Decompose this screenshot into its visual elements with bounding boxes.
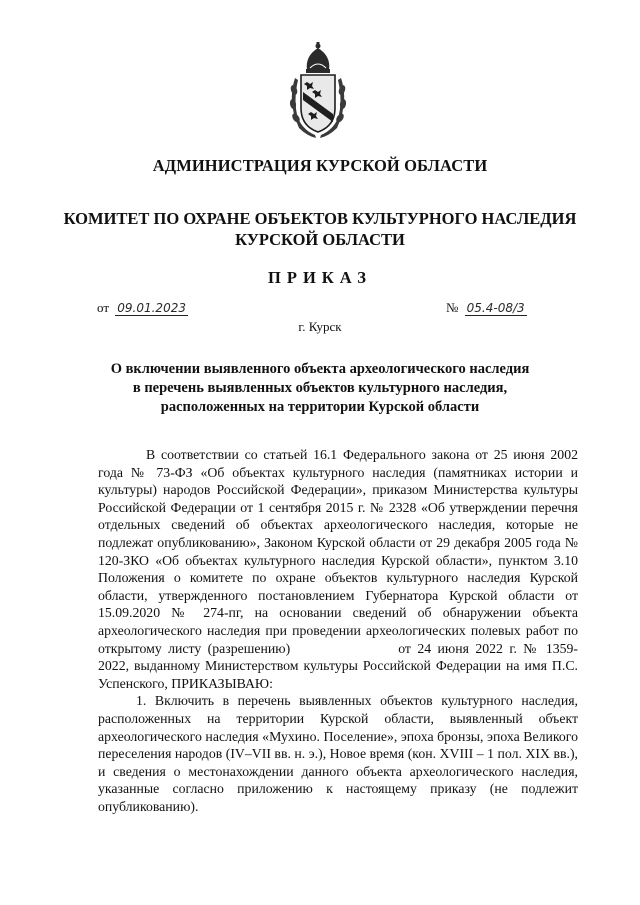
number-field — [446, 300, 527, 316]
preamble-part2: от 24 июня 2022 г. № 1359-2022, выданному Министерством культуры Российской Федерации на имя П.С. Успенского, ПРИКАЗЫВАЮ: — [98, 640, 579, 691]
subject-line2: в перечень выявленных объектов культурного наследия, — [132, 380, 508, 396]
city: г. Курск — [298, 319, 342, 334]
preamble-paragraph — [98, 446, 578, 692]
crown-icon — [306, 42, 330, 73]
committee-title-line2: КУРСКОЙ ОБЛАСТИ — [235, 230, 405, 249]
coat-of-arms-emblem — [285, 42, 351, 142]
date-value: 09.01.2023 — [117, 301, 186, 315]
number-prefix: № — [446, 300, 459, 315]
shield-icon — [301, 75, 335, 132]
order-body — [98, 446, 578, 815]
subject-line1: О включении выявленного объекта археологического наследия — [110, 361, 530, 377]
date-field — [97, 300, 188, 316]
date-prefix: от — [97, 300, 110, 315]
document-type: ПРИКАЗ — [268, 268, 372, 287]
preamble-part1: В соответствии со статьей 16.1 Федерального закона от 25 июня 2002 года № 73-ФЗ «Об объектах культурного наследия (памятниках истории и культуры) народов Российской Федерации», приказом Министерства культуры Российской Федерации от 1 сентября 2015 г. № 2328 «Об утверждении перечня отдельных сведений об объектах археологического наследия, которые не подлежат опубликованию», Законом Курской области от 29 декабря 2005 года № 120-ЗКО «Об объектах культурного наследия Курской области», пунктом 3.10 Положения о комитете по охране объектов культурного наследия Курской области, утвержденного постановлением Губернатора Курской области от 15.09.2020 № 274-пг, на основании сведений об обнаружении объекта археологического наследия при проведении археологических полевых работ по открытому листу (разрешению) — [98, 447, 578, 656]
order-subject — [0, 360, 640, 417]
number-value: 05.4-08/3 — [466, 301, 525, 315]
committee-title — [0, 208, 640, 250]
subject-line3: расположенных на территории Курской области — [160, 399, 480, 415]
administration-title: АДМИНИСТРАЦИЯ КУРСКОЙ ОБЛАСТИ — [152, 156, 488, 175]
order-item-1: 1. Включить в перечень выявленных объектов культурного наследия, расположенных на территории Курской области, выявленный объект археологического наследия «Мухино. Поселение», эпоха бронзы, эпоха Великого переселения народов (IV–VII вв. н. э.), Новое время (кон. XVIII – 1 пол. XIX вв.), и сведения о местонахождении данного объекта археологического наследия, указанные согласно приложению к настоящему приказу (не подлежит опубликованию). — [98, 693, 578, 814]
committee-title-line1: КОМИТЕТ ПО ОХРАНЕ ОБЪЕКТОВ КУЛЬТУРНОГО НАСЛЕДИЯ — [63, 209, 577, 228]
